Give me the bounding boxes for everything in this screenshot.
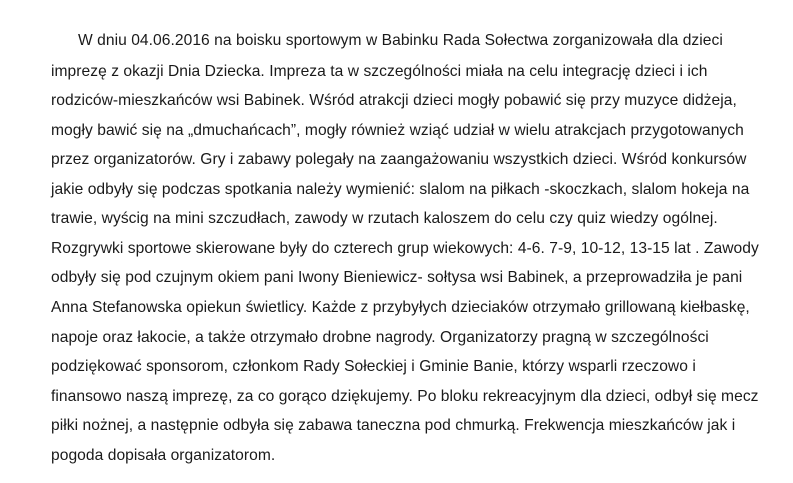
- paragraph-line-9: odbyły się pod czujnym okiem pani Iwony Bieniewicz- sołtysa wsi Babinek, a przeprowadziła je pani: [51, 269, 743, 286]
- paragraph-line-2: imprezę z okazji Dnia Dziecka. Impreza ta w szczególności miała na celu integrację dzieci i ich: [51, 63, 708, 80]
- paragraph-line-11: napoje oraz łakocie, a także otrzymało drobne nagrody. Organizatorzy pragną w szczególności: [51, 329, 709, 346]
- paragraph-line-12: podziękować sponsorom, członkom Rady Sołeckiej i Gminie Banie, którzy wsparli rzeczowo i: [51, 358, 696, 375]
- paragraph-line-14: piłki nożnej, a następnie odbyła się zabawa taneczna pod chmurką. Frekwencja mieszkańców jak i: [51, 417, 736, 434]
- paragraph-line-1: W dniu 04.06.2016 na boisku sportowym w Babinku Rada Sołectwa zorganizowała dla dzieci: [78, 32, 723, 49]
- paragraph-line-13: finansowo naszą imprezę, za co gorąco dziękujemy. Po bloku rekreacyjnym dla dzieci, odbył się mecz: [51, 388, 759, 405]
- paragraph-line-10: Anna Stefanowska opiekun świetlicy. Każde z przybyłych dzieciaków otrzymało grillowaną kiełbaskę,: [51, 299, 750, 316]
- paragraph-line-3: rodziców-mieszkańców wsi Babinek. Wśród atrakcji dzieci mogły pobawić się przy muzyce didżeja,: [51, 92, 737, 109]
- paragraph-line-8: Rozgrywki sportowe skierowane były do czterech grup wiekowych: 4-6. 7-9, 10-12, 13-15 lat . Zawody: [51, 240, 759, 257]
- paragraph-line-4: mogły bawić się na „dmuchańcach”, mogły również wziąć udział w wielu atrakcjach przygotowanych: [51, 122, 744, 139]
- paragraph-line-6: jakie odbyły się podczas spotkania należy wymienić: slalom na piłkach -skoczkach, slalom hokeja na: [51, 181, 750, 198]
- paragraph-line-15: pogoda dopisała organizatorom.: [51, 447, 276, 464]
- paragraph-line-7: trawie, wyścig na mini szczudłach, zawody w rzutach kaloszem do celu czy quiz wiedzy ogólnej.: [51, 210, 718, 227]
- paragraph-line-5: przez organizatorów. Gry i zabawy polegały na zaangażowaniu wszystkich dzieci. Wśród konkursów: [51, 151, 747, 168]
